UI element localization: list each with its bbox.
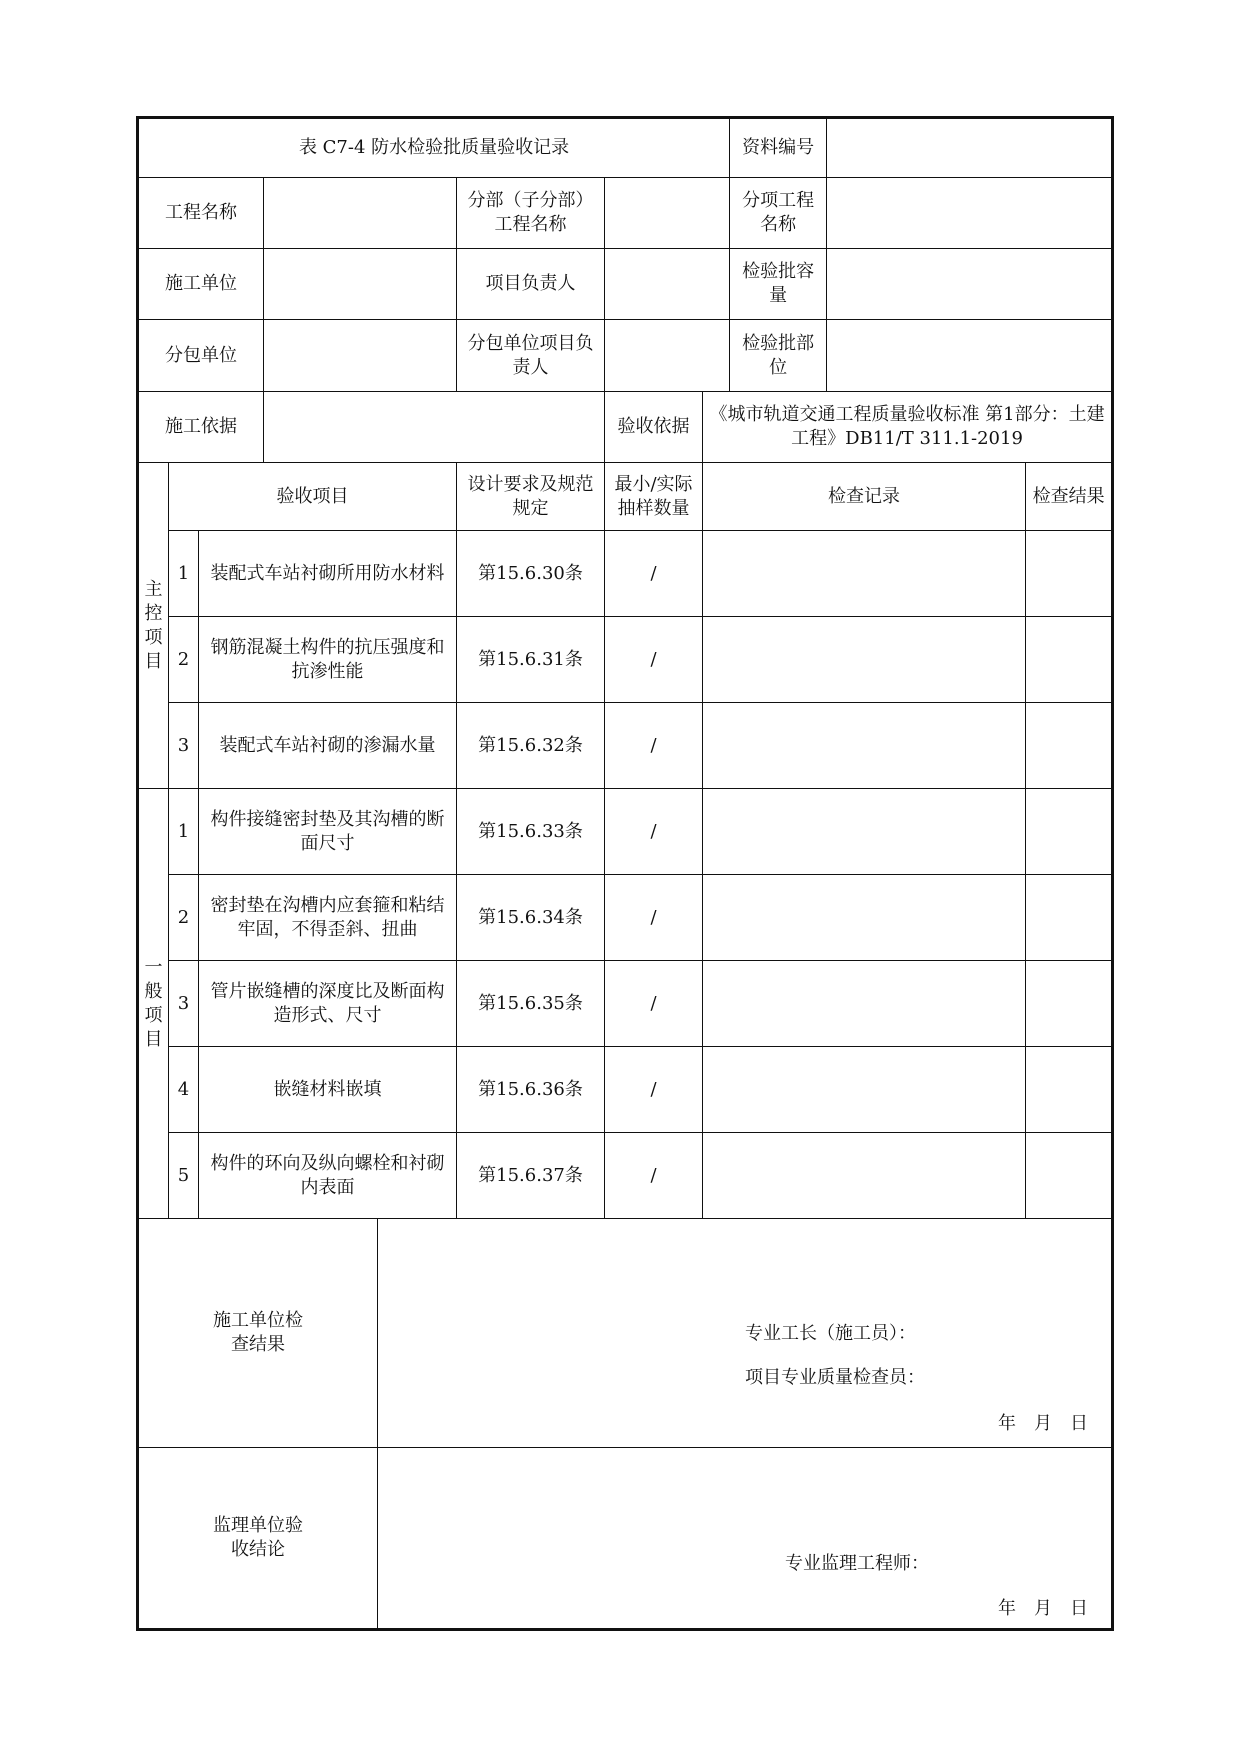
- item-clause: 第15.6.31条: [457, 617, 605, 703]
- item-text: 构件的环向及纵向螺栓和衬砌内表面: [199, 1133, 457, 1219]
- table-row: [138, 789, 1113, 875]
- item-number: 3: [169, 703, 199, 789]
- sub-item-label: 分项工程名称: [730, 178, 827, 249]
- item-record-field[interactable]: [703, 1133, 1026, 1219]
- item-record-field[interactable]: [703, 875, 1026, 961]
- item-text: 装配式车站衬砌所用防水材料: [199, 531, 457, 617]
- item-record-field[interactable]: [703, 789, 1026, 875]
- contractor-check-label: 施工单位检查结果: [138, 1219, 378, 1448]
- inspection-form-page: [136, 116, 1111, 1628]
- sub-division-label: 分部（子分部）工程名称: [457, 178, 605, 249]
- main-control-label: 主控项目: [138, 463, 169, 789]
- quality-inspector-signature-label: 项目专业质量检查员：: [745, 1367, 925, 1388]
- batch-capacity-label: 检验批容量: [730, 249, 827, 320]
- title-row: [138, 118, 1113, 178]
- item-sample: /: [605, 703, 703, 789]
- item-text: 钢筋混凝土构件的抗压强度和抗渗性能: [199, 617, 457, 703]
- acceptance-basis-label: 验收依据: [605, 392, 703, 463]
- contractor-field[interactable]: [264, 249, 457, 320]
- item-sample: /: [605, 617, 703, 703]
- item-result-field[interactable]: [1026, 531, 1113, 617]
- item-number: 2: [169, 875, 199, 961]
- item-clause: 第15.6.33条: [457, 789, 605, 875]
- item-result-field[interactable]: [1026, 703, 1113, 789]
- doc-no-label: 资料编号: [730, 118, 827, 178]
- project-row: [138, 178, 1113, 249]
- item-sample: /: [605, 1047, 703, 1133]
- supervisor-check-row: [138, 1448, 1113, 1630]
- form-title: 表 C7-4 防水检验批质量验收记录: [138, 118, 730, 178]
- item-result-field[interactable]: [1026, 1047, 1113, 1133]
- table-row: [138, 531, 1113, 617]
- subcontractor-field[interactable]: [264, 320, 457, 392]
- supervisor-signature-label: 专业监理工程师：: [785, 1553, 929, 1574]
- subcontractor-row: [138, 320, 1113, 392]
- column-header-row: [138, 463, 1113, 531]
- item-number: 1: [169, 531, 199, 617]
- item-result-field[interactable]: [1026, 789, 1113, 875]
- project-manager-label: 项目负责人: [457, 249, 605, 320]
- contractor-row: [138, 249, 1113, 320]
- item-result-field[interactable]: [1026, 961, 1113, 1047]
- item-sample: /: [605, 789, 703, 875]
- item-sample: /: [605, 961, 703, 1047]
- item-record-field[interactable]: [703, 617, 1026, 703]
- sub-division-field[interactable]: [605, 178, 730, 249]
- col-header-design: 设计要求及规范规定: [457, 463, 605, 531]
- construction-basis-field[interactable]: [264, 392, 605, 463]
- item-text: 装配式车站衬砌的渗漏水量: [199, 703, 457, 789]
- batch-capacity-field[interactable]: [827, 249, 1113, 320]
- item-number: 3: [169, 961, 199, 1047]
- table-row: [138, 1133, 1113, 1219]
- batch-location-label: 检验批部位: [730, 320, 827, 392]
- item-text: 密封垫在沟槽内应套箍和粘结牢固，不得歪斜、扭曲: [199, 875, 457, 961]
- item-record-field[interactable]: [703, 703, 1026, 789]
- basis-row: [138, 392, 1113, 463]
- contractor-label: 施工单位: [138, 249, 264, 320]
- contractor-check-row: [138, 1219, 1113, 1448]
- col-header-sample: 最小/实际抽样数量: [605, 463, 703, 531]
- table-row: [138, 703, 1113, 789]
- item-sample: /: [605, 875, 703, 961]
- table-row: [138, 617, 1113, 703]
- item-clause: 第15.6.32条: [457, 703, 605, 789]
- table-row: [138, 1047, 1113, 1133]
- item-text: 嵌缝材料嵌填: [199, 1047, 457, 1133]
- general-items-label: 一般项目: [138, 789, 169, 1219]
- project-manager-field[interactable]: [605, 249, 730, 320]
- item-number: 5: [169, 1133, 199, 1219]
- item-sample: /: [605, 1133, 703, 1219]
- item-sample: /: [605, 531, 703, 617]
- item-record-field[interactable]: [703, 531, 1026, 617]
- item-record-field[interactable]: [703, 961, 1026, 1047]
- col-header-item: 验收项目: [169, 463, 457, 531]
- item-number: 1: [169, 789, 199, 875]
- supervisor-check-area[interactable]: [378, 1448, 1113, 1630]
- item-text: 管片嵌缝槽的深度比及断面构造形式、尺寸: [199, 961, 457, 1047]
- acceptance-basis-value: 《城市轨道交通工程质量验收标准 第1部分：土建工程》DB11/T 311.1-2019: [703, 392, 1113, 463]
- col-header-result: 检查结果: [1026, 463, 1113, 531]
- item-result-field[interactable]: [1026, 875, 1113, 961]
- doc-no-field[interactable]: [827, 118, 1113, 178]
- sub-item-field[interactable]: [827, 178, 1113, 249]
- batch-location-field[interactable]: [827, 320, 1113, 392]
- project-name-label: 工程名称: [138, 178, 264, 249]
- item-number: 4: [169, 1047, 199, 1133]
- item-clause: 第15.6.34条: [457, 875, 605, 961]
- foreman-signature-label: 专业工长（施工员）：: [745, 1323, 916, 1344]
- table-row: [138, 875, 1113, 961]
- item-text: 构件接缝密封垫及其沟槽的断面尺寸: [199, 789, 457, 875]
- project-name-field[interactable]: [264, 178, 457, 249]
- table-row: [138, 961, 1113, 1047]
- item-clause: 第15.6.35条: [457, 961, 605, 1047]
- item-clause: 第15.6.37条: [457, 1133, 605, 1219]
- contractor-date: 年 月 日: [998, 1413, 1088, 1434]
- subcontractor-label: 分包单位: [138, 320, 264, 392]
- construction-basis-label: 施工依据: [138, 392, 264, 463]
- col-header-record: 检查记录: [703, 463, 1026, 531]
- supervisor-check-label: 监理单位验收结论: [138, 1448, 378, 1630]
- item-result-field[interactable]: [1026, 617, 1113, 703]
- item-record-field[interactable]: [703, 1047, 1026, 1133]
- item-clause: 第15.6.30条: [457, 531, 605, 617]
- sub-manager-field[interactable]: [605, 320, 730, 392]
- item-number: 2: [169, 617, 199, 703]
- supervisor-date: 年 月 日: [998, 1598, 1088, 1619]
- item-result-field[interactable]: [1026, 1133, 1113, 1219]
- sub-manager-label: 分包单位项目负责人: [457, 320, 605, 392]
- item-clause: 第15.6.36条: [457, 1047, 605, 1133]
- inspection-form-table: [136, 116, 1114, 1631]
- contractor-check-area[interactable]: [378, 1219, 1113, 1448]
